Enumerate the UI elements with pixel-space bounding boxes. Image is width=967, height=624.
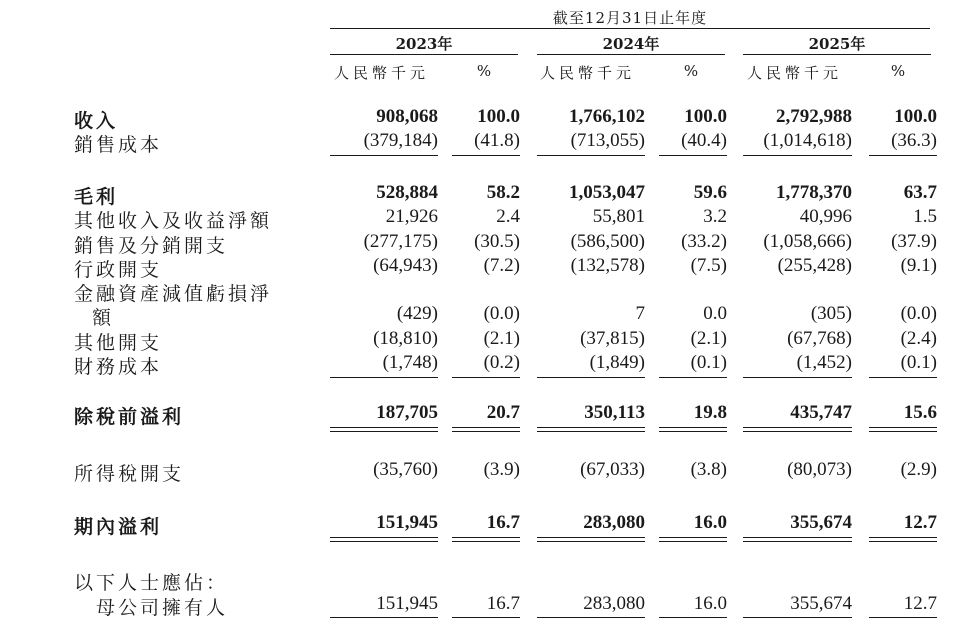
percent-cell: (0.1) (690, 352, 727, 373)
pct-header-2025: % (890, 62, 906, 80)
unit-header-2024: 人民幣千元 (540, 64, 636, 82)
unit-header-2023: 人民幣千元 (334, 64, 430, 82)
year-underline-2024 (537, 54, 725, 55)
year-header-2024: 2024年 (602, 35, 660, 53)
amount-cell: 7 (635, 303, 645, 324)
percent-cell: 58.2 (486, 182, 520, 203)
amount-cell: 2,792,988 (776, 106, 852, 127)
total-rule (537, 377, 645, 378)
total-rule (659, 155, 727, 156)
percent-cell: (2.1) (690, 328, 727, 349)
amount-cell: (255,428) (777, 255, 852, 276)
amount-cell: 21,926 (385, 206, 438, 227)
percent-cell: (40.4) (681, 130, 727, 151)
row-label: 其他開支 (74, 332, 163, 354)
percent-cell: (2.9) (900, 459, 937, 480)
total-double-rule (659, 541, 727, 542)
amount-cell: (305) (810, 303, 852, 324)
total-rule (743, 427, 852, 428)
amount-cell: (1,014,618) (763, 130, 852, 151)
year-underline-2025 (743, 54, 931, 55)
percent-cell: 59.6 (693, 182, 727, 203)
total-rule (330, 427, 438, 428)
unit-header-2025: 人民幣千元 (747, 64, 843, 82)
percent-cell: 16.0 (693, 512, 727, 533)
percent-cell: (3.9) (483, 459, 520, 480)
amount-cell: 151,945 (376, 593, 438, 614)
amount-cell: (1,748) (382, 352, 438, 373)
row-label: 毛利 (74, 186, 119, 208)
row-label: 收入 (74, 110, 119, 132)
total-double-rule (869, 541, 937, 542)
percent-cell: 63.7 (903, 182, 937, 203)
row-label: 銷售及分銷開支 (74, 235, 229, 257)
total-rule (743, 377, 852, 378)
total-double-rule (869, 431, 937, 432)
total-rule (452, 427, 520, 428)
row-label: 行政開支 (74, 259, 163, 281)
percent-cell: 3.2 (703, 206, 727, 227)
total-rule (452, 617, 520, 618)
total-rule (452, 537, 520, 538)
percent-cell: (0.0) (900, 303, 937, 324)
amount-cell: 1,778,370 (776, 182, 852, 203)
amount-cell: 40,996 (799, 206, 852, 227)
percent-cell: 100.0 (684, 106, 727, 127)
amount-cell: (64,943) (373, 255, 438, 276)
amount-cell: (132,578) (570, 255, 645, 276)
percent-cell: 100.0 (894, 106, 937, 127)
amount-cell: (18,810) (373, 328, 438, 349)
row-label: 其他收入及收益淨額 (74, 210, 273, 232)
percent-cell: 19.8 (693, 402, 727, 423)
amount-cell: (586,500) (570, 231, 645, 252)
percent-cell: (2.1) (483, 328, 520, 349)
percent-cell: (9.1) (900, 255, 937, 276)
total-rule (869, 617, 937, 618)
total-rule (869, 427, 937, 428)
percent-cell: 1.5 (913, 206, 937, 227)
total-rule (743, 617, 852, 618)
amount-cell: 283,080 (583, 593, 645, 614)
total-rule (869, 155, 937, 156)
percent-cell: (2.4) (900, 328, 937, 349)
row-label: 金融資產減值虧損淨 (74, 283, 273, 305)
row-label: 財務成本 (74, 356, 163, 378)
total-rule (743, 537, 852, 538)
amount-cell: (277,175) (363, 231, 438, 252)
amount-cell: (713,055) (570, 130, 645, 151)
total-rule (330, 617, 438, 618)
row-label: 以下人士應佔： (74, 572, 229, 594)
percent-cell: (7.5) (690, 255, 727, 276)
amount-cell: 1,053,047 (569, 182, 645, 203)
total-rule (537, 427, 645, 428)
total-double-rule (743, 431, 852, 432)
period-header: 截至12月31日止年度 (552, 9, 708, 27)
amount-cell: (37,815) (580, 328, 645, 349)
amount-cell: 55,801 (592, 206, 645, 227)
percent-cell: 15.6 (903, 402, 937, 423)
amount-cell: (379,184) (363, 130, 438, 151)
percent-cell: 16.0 (693, 593, 727, 614)
row-label: 所得稅開支 (74, 463, 185, 485)
total-double-rule (659, 431, 727, 432)
amount-cell: (1,452) (796, 352, 852, 373)
percent-cell: (3.8) (690, 459, 727, 480)
percent-cell: (36.3) (891, 130, 937, 151)
amount-cell: 1,766,102 (569, 106, 645, 127)
total-rule (330, 537, 438, 538)
total-rule (659, 377, 727, 378)
total-rule (537, 155, 645, 156)
amount-cell: (67,033) (580, 459, 645, 480)
total-rule (537, 617, 645, 618)
percent-cell: 100.0 (477, 106, 520, 127)
row-label: 銷售成本 (74, 134, 163, 156)
amount-cell: 355,674 (790, 512, 852, 533)
pct-header-2023: % (476, 62, 492, 80)
year-header-2023: 2023年 (395, 35, 453, 53)
total-double-rule (743, 541, 852, 542)
total-double-rule (330, 431, 438, 432)
amount-cell: 350,113 (584, 402, 645, 423)
row-label: 期內溢利 (74, 516, 163, 538)
total-rule (869, 377, 937, 378)
percent-cell: 12.7 (903, 512, 937, 533)
amount-cell: 908,068 (376, 106, 438, 127)
year-header-2025: 2025年 (808, 35, 866, 53)
total-rule (659, 427, 727, 428)
row-label: 除稅前溢利 (74, 406, 185, 428)
total-double-rule (537, 431, 645, 432)
amount-cell: (1,058,666) (763, 231, 852, 252)
row-label: 母公司擁有人 (96, 597, 229, 619)
row-label-continuation: 額 (92, 307, 115, 329)
period-underline (330, 28, 930, 29)
percent-cell: 16.7 (486, 512, 520, 533)
percent-cell: (0.0) (483, 303, 520, 324)
amount-cell: 435,747 (790, 402, 852, 423)
amount-cell: 283,080 (583, 512, 645, 533)
percent-cell: (0.2) (483, 352, 520, 373)
total-double-rule (537, 541, 645, 542)
total-rule (330, 377, 438, 378)
percent-cell: (33.2) (681, 231, 727, 252)
total-rule (330, 155, 438, 156)
percent-cell: (7.2) (483, 255, 520, 276)
percent-cell: (0.1) (900, 352, 937, 373)
percent-cell: (37.9) (891, 231, 937, 252)
amount-cell: (80,073) (787, 459, 852, 480)
amount-cell: (429) (396, 303, 438, 324)
total-double-rule (452, 541, 520, 542)
percent-cell: (41.8) (474, 130, 520, 151)
amount-cell: 151,945 (376, 512, 438, 533)
total-rule (659, 537, 727, 538)
total-rule (452, 155, 520, 156)
total-double-rule (330, 541, 438, 542)
amount-cell: 187,705 (376, 402, 438, 423)
total-rule (537, 537, 645, 538)
percent-cell: 20.7 (486, 402, 520, 423)
pct-header-2024: % (683, 62, 699, 80)
total-double-rule (452, 431, 520, 432)
percent-cell: 0.0 (703, 303, 727, 324)
amount-cell: 528,884 (376, 182, 438, 203)
total-rule (452, 377, 520, 378)
year-underline-2023 (330, 54, 518, 55)
total-rule (743, 155, 852, 156)
percent-cell: (30.5) (474, 231, 520, 252)
amount-cell: 355,674 (790, 593, 852, 614)
total-rule (659, 617, 727, 618)
percent-cell: 12.7 (903, 593, 937, 614)
amount-cell: (67,768) (787, 328, 852, 349)
amount-cell: (35,760) (373, 459, 438, 480)
percent-cell: 16.7 (486, 593, 520, 614)
amount-cell: (1,849) (589, 352, 645, 373)
total-rule (869, 537, 937, 538)
percent-cell: 2.4 (496, 206, 520, 227)
